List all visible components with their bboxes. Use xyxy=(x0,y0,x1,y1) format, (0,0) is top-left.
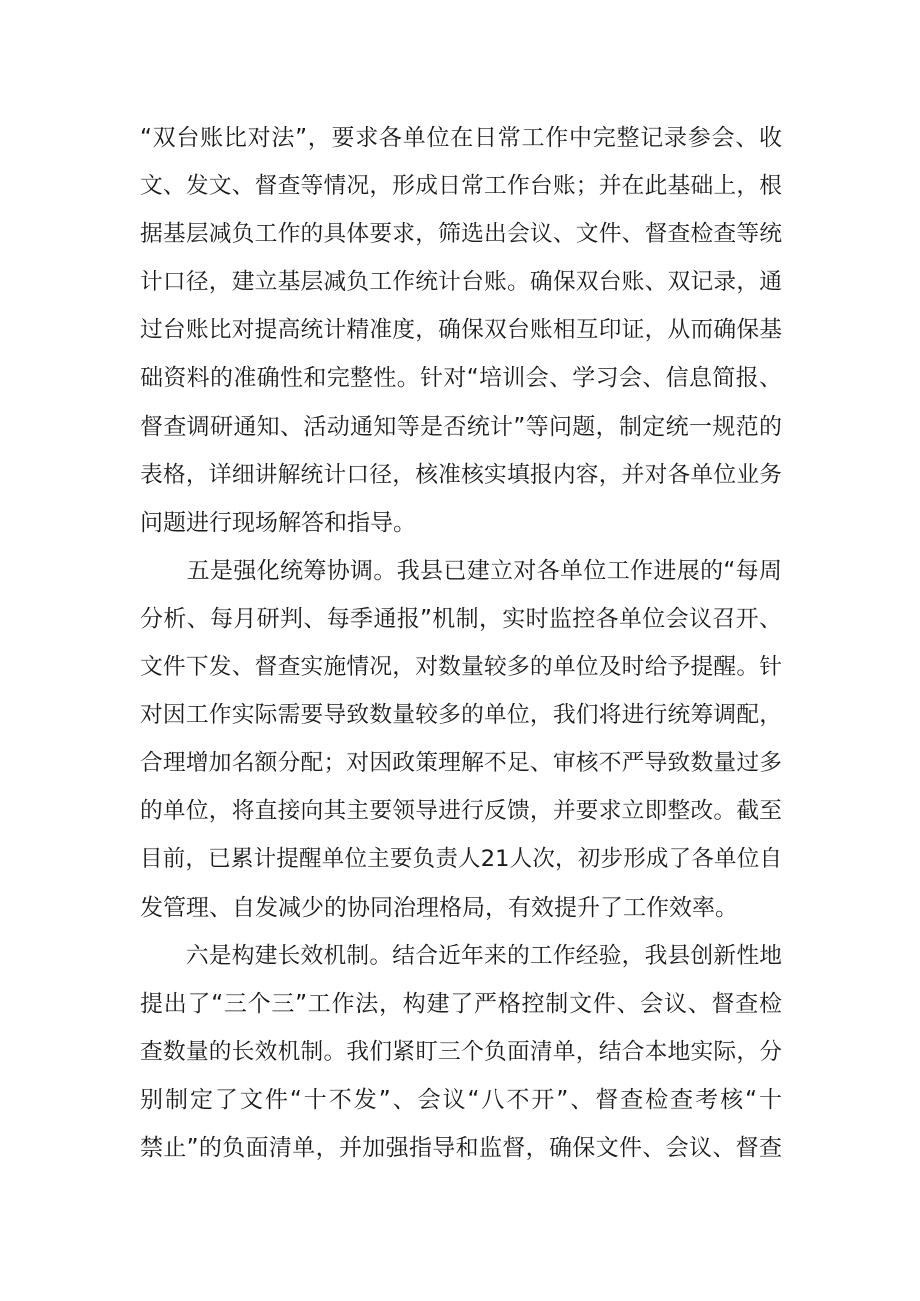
text-line: 五是强化统筹协调。我县已建立对各单位工作进展的“每周 xyxy=(140,557,782,584)
text-line: 文件下发、督查实施情况，对数量较多的单位及时给予提醒。针 xyxy=(140,654,782,681)
text-line: 表格，详细讲解统计口径，核准核实填报内容，并对各单位业务 xyxy=(140,461,782,488)
text-line: 目前，已累计提醒单位主要负责人21人次，初步形成了各单位自 xyxy=(140,846,782,873)
text-line: 的单位，将直接向其主要领导进行反馈，并要求立即整改。截至 xyxy=(140,798,782,825)
text-line: 发管理、自发减少的协同治理格局，有效提升了工作效率。 xyxy=(140,894,738,921)
text-line: 合理增加名额分配；对因政策理解不足、审核不严导致数量过多 xyxy=(140,750,782,777)
text-line: 础资料的准确性和完整性。针对“培训会、学习会、信息简报、 xyxy=(140,365,782,392)
text-line: 问题进行现场解答和指导。 xyxy=(140,509,416,536)
text-line: 提出了“三个三”工作法，构建了严格控制文件、会议、督查检 xyxy=(140,990,782,1017)
text-line: 六是构建长效机制。结合近年来的工作经验，我县创新性地 xyxy=(140,942,782,969)
text-line: 别制定了文件“十不发”、会议“八不开”、督查检查考核“十 xyxy=(140,1086,782,1113)
text-line: 督查调研通知、活动通知等是否统计”等问题，制定统一规范的 xyxy=(140,413,782,440)
text-line: 过台账比对提高统计精准度，确保双台账相互印证，从而确保基 xyxy=(140,317,782,344)
text-line: 对因工作实际需要导致数量较多的单位，我们将进行统筹调配， xyxy=(140,702,782,729)
text-line: 据基层减负工作的具体要求，筛选出会议、文件、督查检查等统 xyxy=(140,221,782,248)
text-line: 分析、每月研判、每季通报”机制，实时监控各单位会议召开、 xyxy=(140,605,782,632)
text-line: 禁止”的负面清单，并加强指导和监督，确保文件、会议、督查 xyxy=(140,1134,782,1161)
text-line: “双台账比对法”，要求各单位在日常工作中完整记录参会、收 xyxy=(140,125,782,151)
text-line: 计口径，建立基层减负工作统计台账。确保双台账、双记录，通 xyxy=(140,269,782,296)
text-line: 查数量的长效机制。我们紧盯三个负面清单，结合本地实际，分 xyxy=(140,1038,782,1065)
body-text xyxy=(140,114,782,1172)
text-line: 文、发文、督查等情况，形成日常工作台账；并在此基础上，根 xyxy=(140,173,782,200)
